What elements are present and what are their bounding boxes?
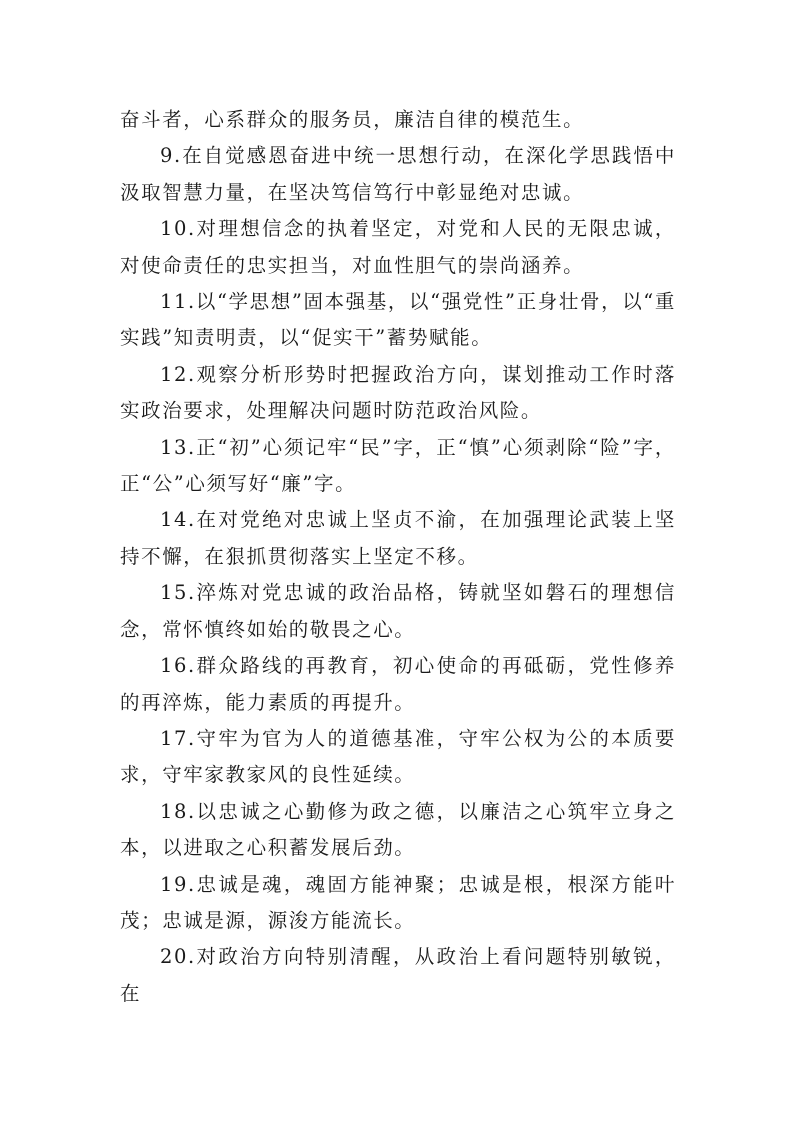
paragraph-item-14: 14.在对党绝对忠诚上坚贞不渝，在加强理论武装上坚持不懈，在狠抓贯彻落实上坚定不移。 <box>120 508 676 568</box>
paragraph-item-19: 19.忠诚是魂，魂固方能神聚；忠诚是根，根深方能叶茂；忠诚是源，源浚方能流长。 <box>120 872 676 932</box>
paragraph-item-13: 13.正“初”心须记牢“民”字，正“慎”心须剥除“险”字，正“公”心须写好“廉”字。 <box>120 435 676 496</box>
paragraph-item-10: 10.对理想信念的执着坚定，对党和人民的无限忠诚，对使命责任的忠实担当，对血性胆气的崇尚涵养。 <box>120 217 676 277</box>
paragraph-item-18: 18.以忠诚之心勤修为政之德，以廉洁之心筑牢立身之本，以进取之心积蓄发展后劲。 <box>120 799 676 860</box>
paragraph-item-11: 11.以“学思想”固本强基，以“强党性”正身壮骨，以“重实践”知责明责，以“促实干”蓄势赋能。 <box>120 290 676 350</box>
paragraph-item-15: 15.淬炼对党忠诚的政治品格，铸就坚如磐石的理想信念，常怀慎终如始的敬畏之心。 <box>120 581 676 641</box>
paragraph-item-9: 9.在自觉感恩奋进中统一思想行动，在深化学思践悟中汲取智慧力量，在坚决笃信笃行中彰显绝对忠诚。 <box>120 144 676 204</box>
paragraph-item-20: 20.对政治方向特别清醒，从政治上看问题特别敏锐，在 <box>120 945 676 1005</box>
paragraph-item-17: 17.守牢为官为人的道德基准，守牢公权为公的本质要求，守牢家教家风的良性延续。 <box>120 726 676 787</box>
paragraph-item-12: 12.观察分析形势时把握政治方向，谋划推动工作时落实政治要求，处理解决问题时防范政治风险。 <box>120 362 676 423</box>
paragraph-item-16: 16.群众路线的再教育，初心使命的再砥砺，党性修养的再淬炼，能力素质的再提升。 <box>120 654 676 714</box>
paragraph-continuation: 奋斗者，心系群众的服务员，廉洁自律的模范生。 <box>120 108 585 131</box>
document-body <box>120 102 676 1012</box>
